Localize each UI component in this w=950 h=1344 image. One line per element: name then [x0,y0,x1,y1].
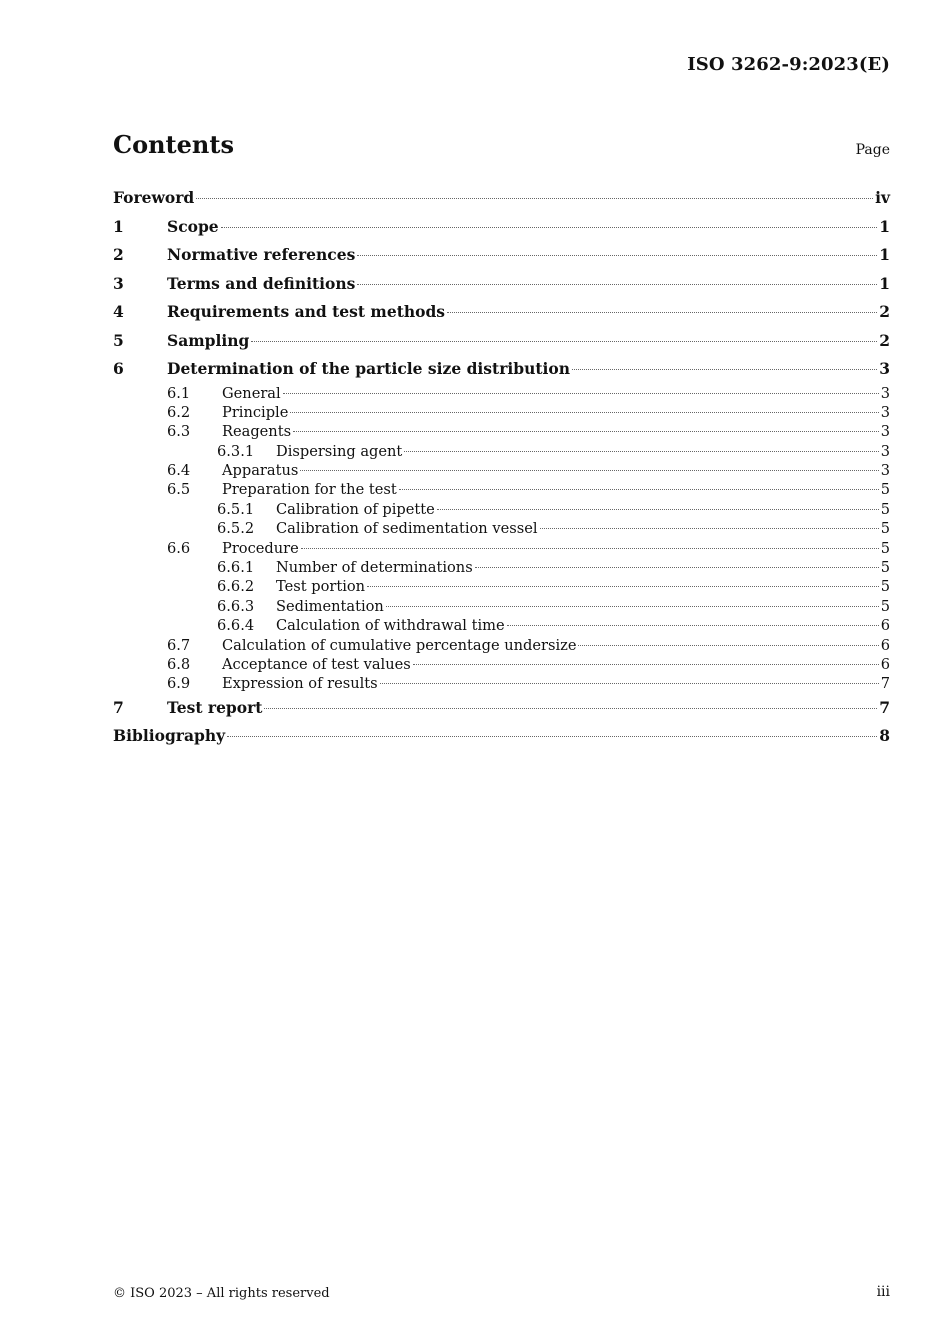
dot-leader [507,625,879,626]
table-of-contents [113,184,890,751]
dot-leader [283,393,879,394]
dot-leader [357,255,877,256]
toc-entry-page: 5 [880,500,890,518]
toc-entry-page: 6 [880,636,890,654]
dot-leader [404,451,878,452]
toc-entry-withdrawal-time[interactable] [113,616,890,635]
toc-entry-title: Sedimentation [276,597,384,615]
toc-entry-number: 6.5.1 [217,500,255,518]
toc-entry-page: 7 [880,675,890,693]
toc-entry-title: Dispersing agent [276,442,403,460]
toc-entry-number: 6.6.2 [217,578,255,596]
toc-entry-title: Bibliography [113,726,226,746]
toc-entry-page: 3 [880,442,890,460]
toc-entry-title: Scope [167,216,219,236]
toc-entry-number: 6.6.3 [217,597,255,615]
toc-entry-title: Acceptance of test values [222,655,411,673]
toc-entry-test-report[interactable] [113,694,890,723]
toc-entry-number: 6.3.1 [217,442,255,460]
toc-entry-sampling[interactable] [113,327,890,356]
toc-entry-title: Reagents [222,423,292,441]
toc-entry-number: 6.6.1 [217,559,255,577]
toc-entry-scope[interactable] [113,213,890,242]
toc-entry-title: Normative references [167,245,356,264]
toc-entry-principle[interactable] [113,403,890,422]
dot-leader [301,548,879,549]
toc-entry-number: 2 [113,245,124,264]
toc-entry-number: 5 [113,330,124,350]
toc-entry-number: 6.2 [167,403,191,421]
dot-leader [399,489,879,490]
page-column-label: Page [855,142,890,158]
toc-entry-title: Foreword [113,188,195,207]
toc-entry-apparatus[interactable] [113,461,890,480]
toc-entry-general[interactable] [113,384,890,403]
toc-entry-title: Calculation of cumulative percentage undersize [222,636,577,654]
toc-entry-number: 6.4 [167,462,191,480]
toc-entry-page: 6 [880,655,890,673]
toc-entry-terms-and-definitions[interactable] [113,270,890,299]
toc-entry-title: Expression of results [222,675,378,693]
toc-entry-page: 1 [879,216,890,236]
dot-leader [572,369,877,370]
toc-entry-number: 4 [113,302,124,321]
toc-entry-page: 3 [880,462,890,480]
toc-entry-number: 3 [113,273,124,293]
toc-entry-page: 5 [880,481,890,499]
dot-leader [221,227,878,228]
toc-entry-page: 8 [879,726,890,746]
toc-entry-title: Determination of the particle size distribution [167,359,571,378]
toc-entry-title: Terms and definitions [167,273,356,293]
dot-leader [264,708,877,709]
toc-entry-dispersing-agent[interactable] [113,442,890,461]
dot-leader [540,528,879,529]
toc-entry-page: 3 [880,384,890,402]
dot-leader [447,312,877,313]
contents-heading: Contents [113,130,234,159]
dot-leader [380,683,879,684]
toc-entry-number: 6.8 [167,655,191,673]
toc-entry-foreword[interactable] [113,184,890,213]
toc-entry-number: 6.5.2 [217,520,255,538]
toc-entry-page: 5 [880,578,890,596]
dot-leader [578,645,878,646]
toc-entry-number: 6.3 [167,423,191,441]
document-identifier: ISO 3262-9:2023(E) [687,54,890,75]
toc-entry-title: Number of determinations [276,559,473,577]
toc-entry-title: Test portion [276,578,366,596]
dot-leader [300,470,878,471]
toc-entry-title: Calculation of withdrawal time [276,617,505,635]
dot-leader [413,664,879,665]
toc-entry-test-portion[interactable] [113,577,890,596]
toc-entry-title: Procedure [222,539,299,557]
page-number: iii [876,1284,890,1300]
toc-entry-preparation[interactable] [113,480,890,499]
toc-entry-number: 6.9 [167,675,191,693]
toc-entry-page: 6 [880,617,890,635]
toc-entry-acceptance[interactable] [113,655,890,674]
dot-leader [251,341,877,342]
toc-entry-number-of-determinations[interactable] [113,558,890,577]
toc-entry-title: Calibration of sedimentation vessel [276,520,538,538]
toc-entry-number: 7 [113,697,124,717]
toc-entry-title: Preparation for the test [222,481,397,499]
toc-entry-page: 1 [879,273,890,293]
toc-entry-title: General [222,384,281,402]
toc-entry-page: 1 [879,245,890,264]
toc-entry-reagents[interactable] [113,422,890,441]
toc-entry-number: 6.1 [167,384,191,402]
toc-entry-number: 6.6 [167,539,191,557]
toc-entry-particle-size-distribution[interactable] [113,355,890,384]
toc-entry-number: 6.6.4 [217,617,255,635]
toc-entry-normative-references[interactable] [113,241,890,270]
toc-entry-calibration-vessel[interactable] [113,519,890,538]
toc-entry-title: Requirements and test methods [167,302,446,321]
dot-leader [227,736,877,737]
toc-entry-page: 3 [880,403,890,421]
toc-entry-page: 2 [879,302,890,321]
toc-entry-bibliography[interactable] [113,722,890,751]
toc-entry-procedure[interactable] [113,539,890,558]
toc-entry-title: Calibration of pipette [276,500,435,518]
dot-leader [437,509,879,510]
toc-entry-number: 6.7 [167,636,191,654]
toc-entry-page: 7 [879,697,890,717]
dot-leader [475,567,879,568]
dot-leader [290,412,878,413]
toc-entry-page: 2 [879,330,890,350]
toc-entry-number: 1 [113,216,124,236]
toc-entry-number: 6.5 [167,481,191,499]
toc-entry-expression-of-results[interactable] [113,674,890,693]
toc-entry-page: 5 [880,520,890,538]
dot-leader [386,606,879,607]
toc-entry-page: iv [875,188,890,207]
dot-leader [357,284,877,285]
toc-entry-page: 5 [880,539,890,557]
toc-entry-page: 5 [880,597,890,615]
toc-entry-title: Apparatus [222,462,299,480]
toc-entry-title: Test report [167,697,263,717]
toc-entry-number: 6 [113,359,124,378]
copyright-notice: © ISO 2023 – All rights reserved [113,1286,330,1301]
toc-entry-page: 5 [880,559,890,577]
dot-leader [293,431,879,432]
toc-entry-title: Sampling [167,330,250,350]
dot-leader [196,198,873,199]
toc-entry-cumulative-percentage[interactable] [113,636,890,655]
toc-entry-page: 3 [879,359,890,378]
toc-entry-calibration-pipette[interactable] [113,500,890,519]
toc-entry-sedimentation[interactable] [113,597,890,616]
toc-entry-title: Principle [222,403,289,421]
toc-entry-page: 3 [880,423,890,441]
dot-leader [367,586,879,587]
toc-entry-requirements[interactable] [113,298,890,327]
